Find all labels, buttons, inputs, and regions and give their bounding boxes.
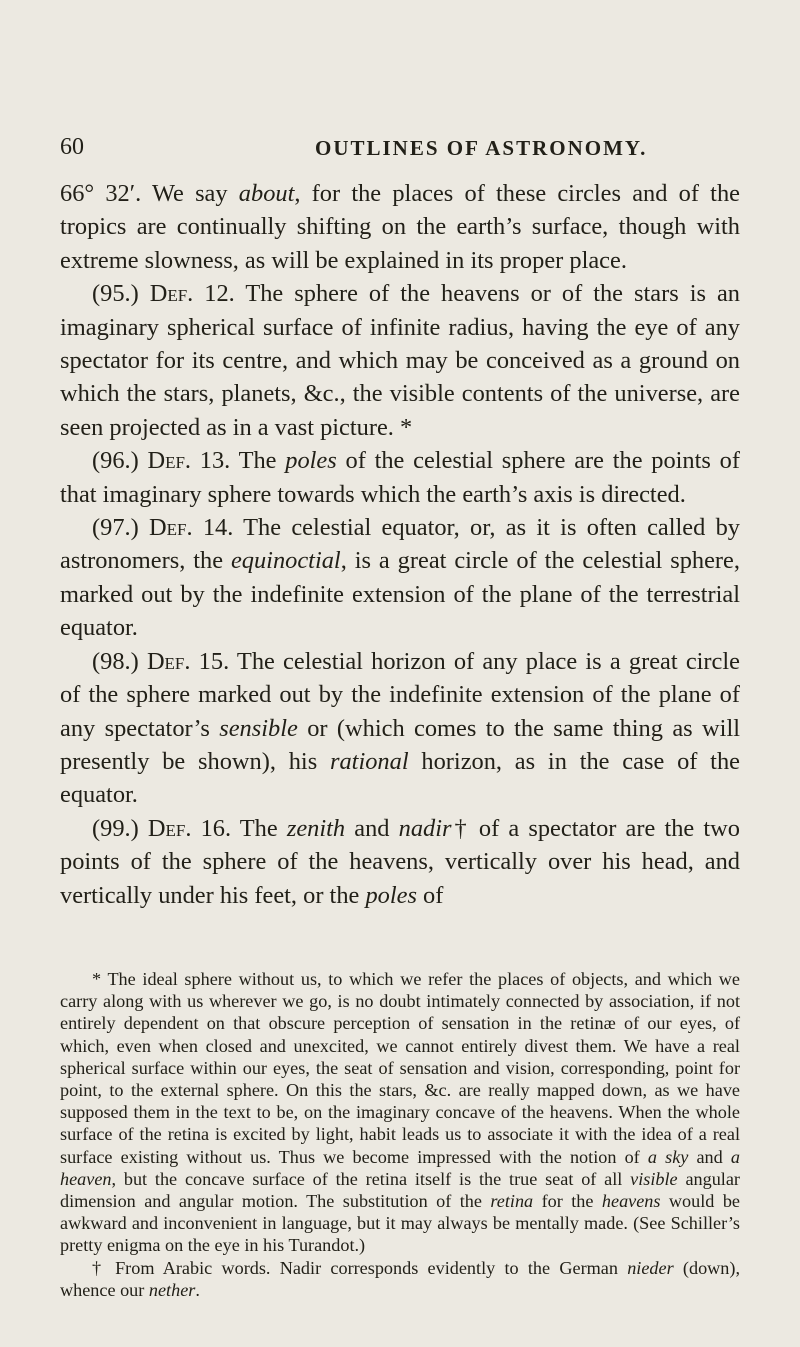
italic-text: visible [630, 1168, 678, 1189]
paragraph-95 [60, 277, 740, 444]
text-span: of the celestial sphere are the points of that imaginary sphere towards which the earth’s axis is directed. [60, 447, 740, 508]
italic-text: rational [330, 747, 409, 775]
text-span: The sphere of the heavens or of the stars is an imaginary spherical surface of infinite radius, having the eye of any spectator for its centre, and which may be conceived as a ground on which the stars, planets, &c., the visible contents of the universe, are seen projected as in a vast picture. * [60, 280, 740, 441]
footnote-star [60, 968, 740, 1257]
paragraph-number: (96.) [92, 447, 148, 475]
italic-text: about [238, 180, 295, 207]
text-span: The [230, 447, 286, 475]
paragraph-number: (95.) [92, 280, 150, 308]
text-span: The celestial horizon of any place is a great circle of the sphere marked out by the indefinite extension of the plane of any spectator’s [60, 647, 740, 742]
text-span: , but the concave surface of the retina itself is the true seat of all [111, 1168, 631, 1189]
text-span: of [416, 881, 444, 909]
italic-text: zenith [286, 814, 346, 842]
paragraph-number: (99.) [92, 814, 148, 842]
text-span: horizon, as in the case of the equator. [60, 747, 740, 809]
paragraph-number: (98.) [92, 647, 147, 675]
page-number: 60 [60, 134, 84, 160]
italic-text: poles [285, 447, 337, 475]
italic-text: poles [365, 881, 417, 909]
running-title: OUTLINES OF ASTRONOMY. [315, 136, 648, 160]
footnotes [60, 968, 740, 1301]
text-span: The celestial equator, or, as it is often called by astronomers, the [60, 514, 740, 575]
text-span: (down), whence our [60, 1257, 741, 1300]
italic-text: retina [490, 1191, 534, 1212]
text-span: or (which comes to the same thing as will presently be shown), his [60, 714, 740, 775]
text-span: * The ideal sphere without us, to which we refer the places of objects, and which we carry along with us wherever we go, is no doubt intimately connected by association, if not entirely dependent on that obscure perception of sensation in the retinæ of our eyes, of which, even when closed and unexcited, we cannot entirely divest them. We have a real spherical surface within our eyes, the seat of sensation and vision, corresponding, point for point, to the external sphere. On this the stars, &c. are really mapped down, as we have supposed them in the text to be, on the imaginary concave of the heavens. When the whole surface of the retina is excited by light, habit leads us to associate it with the idea of a real surface existing without us. Thus we become impressed with the notion of [60, 969, 740, 1167]
text-span: and [345, 814, 399, 842]
definition-label: Def. 15. [146, 647, 230, 675]
italic-text: nether [148, 1279, 196, 1300]
paragraph-98 [60, 645, 740, 812]
text-span: for the [533, 1191, 602, 1212]
italic-text: nadir [398, 814, 452, 842]
text-span: , is a great circle of the celestial sphere, marked out by the indefinite extension of the plane of the terrestrial equator. [60, 547, 740, 642]
definition-label: Def. 13. [147, 447, 231, 475]
italic-text: a heaven [60, 1146, 740, 1189]
text-span: angular dimension and angular motion. The substitution of the [60, 1168, 740, 1212]
paragraph-97 [60, 511, 740, 645]
text-span: The [231, 814, 287, 842]
italic-text: equinoctial [230, 547, 341, 575]
text-span: . [195, 1279, 200, 1300]
text-span: would be awkward and inconvenient in language, but it may always be mentally made. (See Schiller’s pretty enigma on the eye in his Turandot.) [60, 1191, 740, 1256]
text-span: 66° 32′. We say [60, 180, 239, 207]
italic-text: heavens [601, 1191, 661, 1212]
text-span: and [688, 1146, 731, 1167]
page-header [60, 134, 740, 164]
paragraph-continuation [60, 177, 740, 277]
italic-text: nieder [627, 1257, 674, 1278]
definition-label: Def. 14. [149, 514, 234, 542]
text-span: † From Arabic words. Nadir corresponds evidently to the German [92, 1257, 628, 1278]
footnote-dagger [60, 1257, 740, 1301]
definition-label: Def. 12. [149, 280, 235, 308]
italic-text: sensible [219, 714, 298, 742]
paragraph-96 [60, 444, 740, 511]
text-span: , for the places of these circles and of the tropics are continually shifting on the earth’s surface, though with extreme slowness, as will be explained in its proper place. [60, 180, 740, 274]
paragraph-99 [60, 812, 740, 912]
definition-label: Def. 16. [147, 814, 232, 842]
paragraph-number: (97.) [92, 514, 150, 542]
italic-text: a sky [647, 1146, 689, 1167]
main-text [60, 177, 740, 912]
text-span: † of a spectator are the two points of the sphere of the heavens, vertically over his head, and vertically under his feet, or the [60, 814, 740, 909]
